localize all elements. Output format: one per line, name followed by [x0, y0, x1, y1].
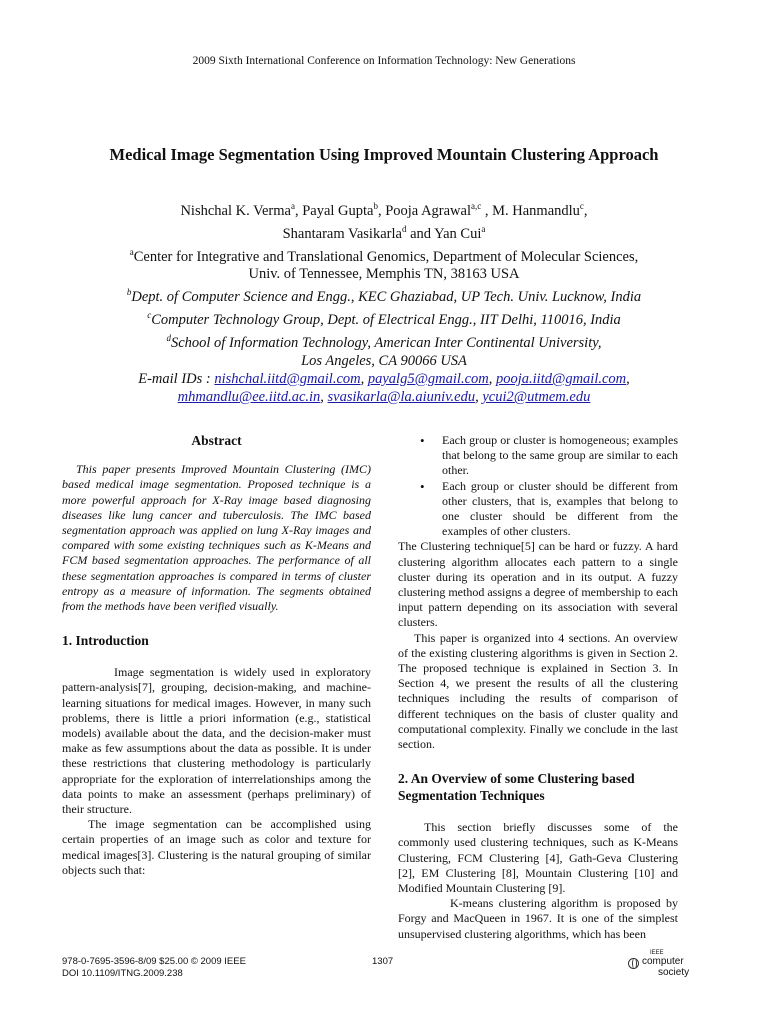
abstract-text: This paper presents Improved Mountain Clustering (IMC) based medical image segmentation. Proposed technique is a more powerful approach for X-Ray image based diagnosing diseases like lung cancer and tuberculosis. The IMC based segmentation approach was applied on lung X-Ray images and compared with some existing techniques such as K-Means and FCM based segmentation approaches. The performance of all these segmentation approaches is compared in terms of cluster entropy as a measure of information. The segments obtained from the methods have been verified visually. [62, 462, 371, 614]
affiliation-a [0, 243, 768, 266]
bullet-item: • Each group or cluster should be different from other clusters, that is, examples that belong to one cluster should be different from the examples of other clusters. [442, 479, 678, 540]
left-column [62, 433, 371, 878]
intro-paragraph: The image segmentation can be accomplished using certain properties of an image such as color and texture for medical images[3]. Clustering is the natural grouping of similar objects such that: [62, 817, 371, 877]
globe-icon [628, 958, 639, 969]
affiliation-sup: d [166, 333, 171, 344]
affiliation-text: Computer Technology Group, Dept. of Electrical Engg., IIT Delhi, 110016, India [151, 312, 621, 329]
author-separator: , [583, 202, 588, 219]
conference-name: 2009 Sixth International Conference on Information Technology: New Generations [192, 55, 576, 67]
author-line-2 [0, 220, 768, 243]
bullet-list [398, 433, 678, 539]
affiliation-sup: a [129, 246, 134, 257]
email-link[interactable]: ycui2@utmem.edu [482, 388, 591, 405]
body-paragraph: This section briefly discusses some of the commonly used clustering techniques, such as K-Means Clustering, FCM Clustering [4], Gath-Geva Clustering [2], EM Clustering [8], Mountain Clustering [10] and Modified Mountain Clustering [9]. [398, 820, 678, 896]
author-name: Shantaram Vasikarla [282, 225, 402, 242]
author-name: , Pooja Agrawal [377, 202, 471, 219]
logo-society-text: society [658, 967, 690, 978]
affiliation-sup: c [147, 310, 152, 321]
affiliation-text: Dept. of Computer Science and Engg., KEC Ghaziabad, UP Tech. Univ. Lucknow, India [131, 289, 642, 306]
author-name: and Yan Cui [406, 225, 482, 242]
author-sup: a [481, 223, 486, 234]
affiliation-text: Center for Integrative and Translational Genomics, Department of Molecular Sciences, [133, 248, 639, 265]
paper-title: Medical Image Segmentation Using Improved Mountain Clustering Approach [109, 145, 659, 164]
footer-left [62, 956, 246, 980]
computer-society-logo [628, 950, 688, 980]
affiliation-d [0, 329, 768, 352]
affiliation-d-cont: Los Angeles, CA 90066 USA [301, 352, 467, 369]
author-sup: d [401, 223, 407, 234]
intro-paragraph: Image segmentation is widely used in exploratory pattern-analysis[7], grouping, decision-making, and machine-learning situations for medical images. However, in many such problems, there is little a priori information (e.g., statistical models) available about the data, and the decision-maker must make as few assumptions about the data as possible. It is under these restrictions that clustering methodology is particularly appropriate for the exploration of interrelationships among the data points to make an assessment (perhaps preliminary) of their structure. [62, 665, 371, 817]
bullet-item: • Each group or cluster is homogeneous; examples that belong to the same group are similar to each other. [442, 433, 678, 479]
abstract-heading: Abstract [191, 433, 242, 448]
author-sup: b [373, 201, 378, 211]
author-name: Nishchal K. Verma [180, 202, 291, 219]
author-name: , Payal Gupta [294, 202, 374, 219]
author-name: , M. Hanmandlu [481, 202, 580, 219]
body-paragraph: K-means clustering algorithm is proposed by Forgy and MacQueen in 1967. It is one of the simplest unsupervised clustering algorithms, which has been [398, 896, 678, 941]
affiliation-b [0, 283, 768, 306]
affiliation-a-cont: Univ. of Tennessee, Memphis TN, 38163 USA [248, 266, 520, 283]
logo-computer-text: computer [642, 956, 684, 967]
email-link[interactable]: nishchal.iitd@gmail.com [214, 370, 361, 387]
author-block [0, 197, 768, 406]
email-label: E-mail IDs : [138, 370, 215, 387]
logo-ieee-text: IEEE [650, 950, 664, 956]
page-number: 1307 [372, 956, 394, 967]
body-paragraph: This paper is organized into 4 sections. An overview of the existing clustering algorithms is given in Section 2. The proposed technique is explained in Section 3. In Section 4, we present the results of all the clustering techniques including the results of comparison of different techniques on the basis of cluster quality and computational complexity. Finally we conclude in the last section. [398, 630, 678, 752]
author-sup: a,c [471, 201, 482, 211]
affiliation-c [0, 306, 768, 329]
footer-doi: DOI 10.1109/ITNG.2009.238 [62, 968, 183, 979]
email-link[interactable]: payalg5@gmail.com [367, 370, 489, 387]
email-line-1: E-mail IDs : nishchal.iitd@gmail.com, payalg5@gmail.com, pooja.iitd@gmail.com, [138, 370, 630, 387]
section-heading-introduction: 1. Introduction [62, 633, 149, 649]
affiliation-text: School of Information Technology, American Inter Continental University, [170, 334, 602, 351]
author-sup: c [579, 201, 584, 211]
right-column [398, 433, 678, 942]
email-link[interactable]: pooja.iitd@gmail.com [495, 370, 627, 387]
email-line-2: mhmandlu@ee.iitd.ac.in, svasikarla@la.aiuniv.edu, ycui2@utmem.edu [177, 388, 591, 405]
section-heading-overview: 2. An Overview of some Clustering based Segmentation Techniques [398, 771, 635, 804]
affiliation-sup: b [126, 287, 132, 298]
email-link[interactable]: svasikarla@la.aiuniv.edu [327, 388, 476, 405]
author-sup: a [290, 201, 295, 211]
author-line-1 [0, 197, 768, 220]
body-paragraph: The Clustering technique[5] can be hard or fuzzy. A hard clustering algorithm allocates each pattern to a single cluster during its operation and in its output. A fuzzy clustering method assigns a degree of membership to each input pattern depending on its association with several clusters. [398, 539, 678, 630]
email-link[interactable]: mhmandlu@ee.iitd.ac.in [177, 388, 321, 405]
footer-isbn: 978-0-7695-3596-8/09 $25.00 © 2009 IEEE [62, 956, 246, 967]
